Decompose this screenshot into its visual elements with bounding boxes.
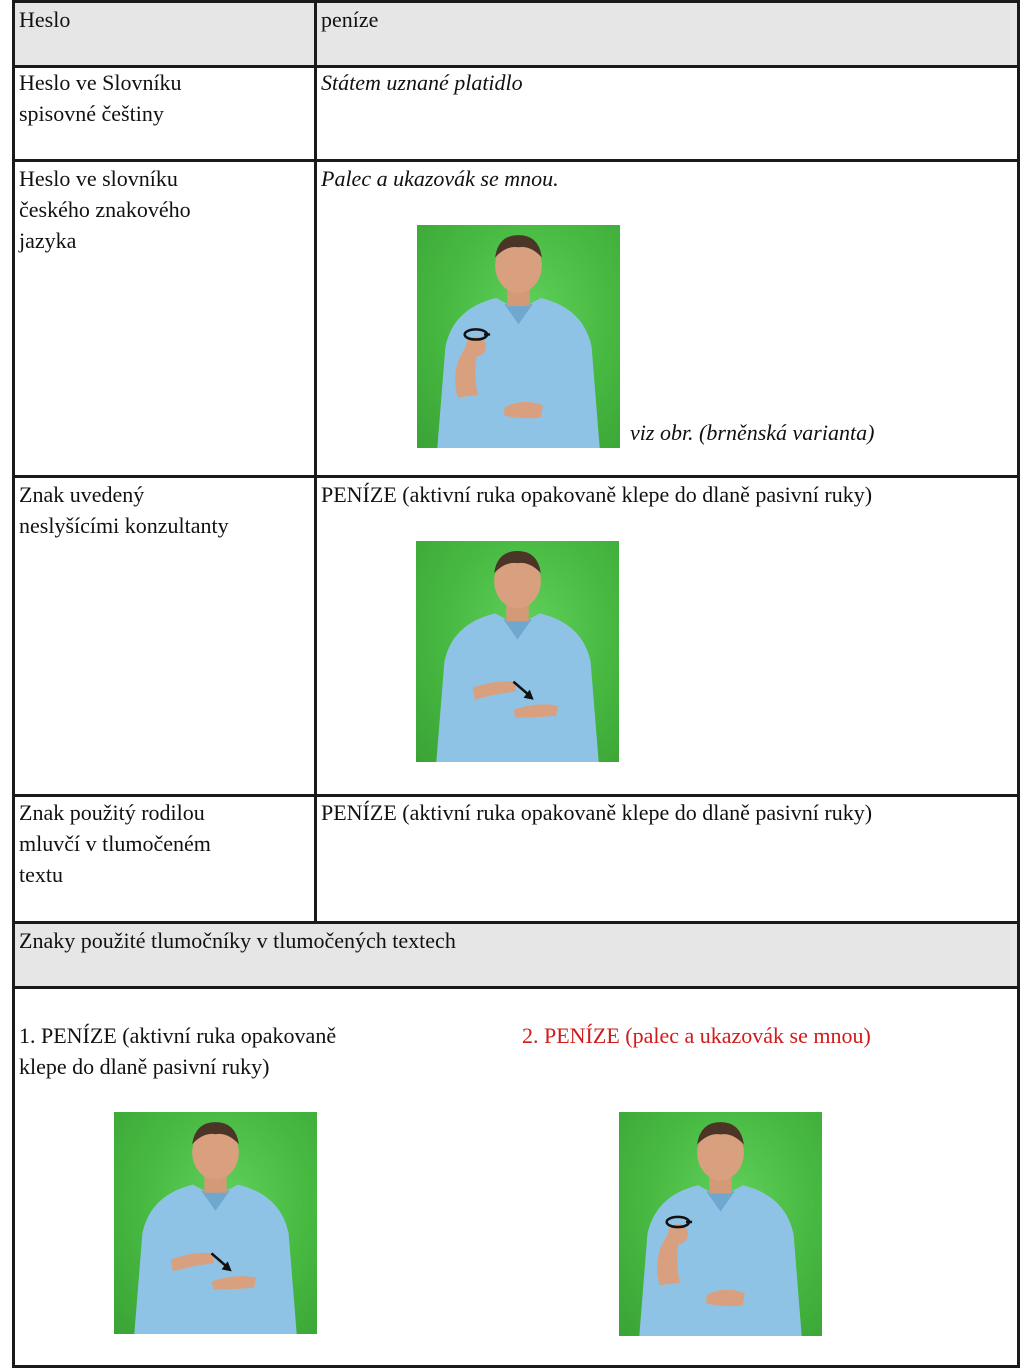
row-native-value: PENÍZE (aktivní ruka opakovaně klepe do dlaně pasivní ruky) bbox=[321, 800, 873, 825]
interpreter-photo-palm-tap bbox=[114, 1112, 317, 1334]
row-native-label-line: textu bbox=[19, 862, 63, 887]
row-divider bbox=[12, 986, 1020, 989]
interpreters-heading: Znaky použité tlumočníky v tlumočených textech bbox=[19, 928, 456, 953]
interpreter-photo-thumb-index-circle bbox=[619, 1112, 822, 1336]
row-heslo-value: peníze bbox=[321, 7, 379, 32]
interpreter-sign-1-line: 1. PENÍZE (aktivní ruka opakovaně bbox=[19, 1023, 337, 1048]
interpreter-sign-1 bbox=[19, 1020, 336, 1082]
row-ssc-label-line: spisovné češtiny bbox=[19, 101, 164, 126]
row-czj-label-line: jazyka bbox=[19, 228, 77, 253]
row-native-label-line: Znak použitý rodilou bbox=[19, 800, 205, 825]
row-consultants-label-line: neslyšícími konzultanty bbox=[19, 513, 229, 538]
row-native-label-line: mluvčí v tlumočeném bbox=[19, 831, 211, 856]
row-consultants-label-line: Znak uvedený bbox=[19, 482, 145, 507]
row-native-label bbox=[19, 797, 211, 890]
row-czj-value: Palec a ukazovák se mnou. bbox=[321, 166, 559, 191]
row-czj-label bbox=[19, 163, 191, 256]
interpreter-sign-2: 2. PENÍZE (palec a ukazovák se mnou) bbox=[522, 1023, 871, 1048]
row-divider bbox=[12, 921, 1020, 924]
row-ssc-label-line: Heslo ve Slovníku bbox=[19, 70, 182, 95]
row-czj-caption: viz obr. (brněnská varianta) bbox=[630, 420, 875, 445]
row-consultants-label bbox=[19, 479, 229, 541]
column-divider bbox=[314, 0, 317, 924]
row-czj-label-line: Heslo ve slovníku bbox=[19, 166, 178, 191]
row-ssc-label bbox=[19, 67, 182, 129]
row-ssc-value: Státem uznané platidlo bbox=[321, 70, 523, 95]
sign-photo-palm-tap bbox=[416, 541, 619, 762]
interpreter-sign-1-line: klepe do dlaně pasivní ruky) bbox=[19, 1054, 270, 1079]
row-consultants-value: PENÍZE (aktivní ruka opakovaně klepe do dlaně pasivní ruky) bbox=[321, 482, 873, 507]
row-heslo-label: Heslo bbox=[19, 7, 71, 32]
sign-photo-thumb-index-circle bbox=[417, 225, 620, 448]
row-czj-label-line: českého znakového bbox=[19, 197, 191, 222]
row-divider bbox=[12, 159, 1020, 162]
row-divider bbox=[12, 475, 1020, 478]
